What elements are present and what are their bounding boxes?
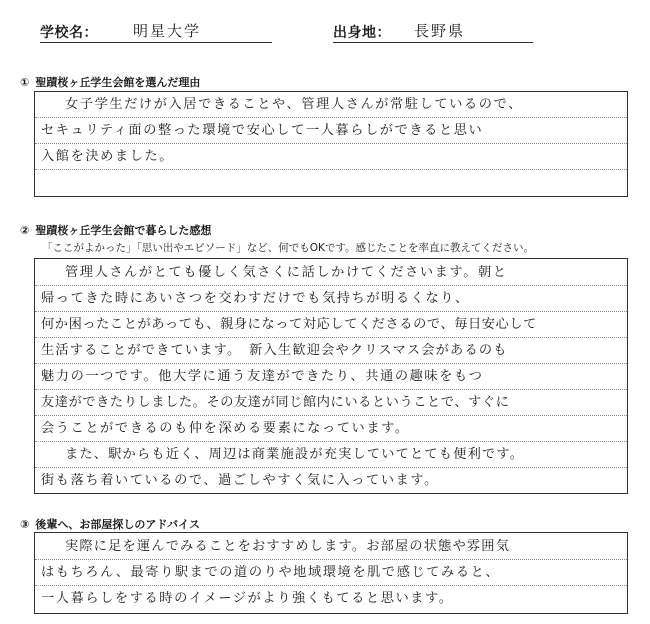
ruled-line (35, 441, 627, 442)
section2-line: 管理人さんがとても優しく気さくに話しかけてくださいます。朝と (65, 265, 508, 280)
ruled-line (35, 363, 627, 364)
section1-answer-box (34, 91, 628, 197)
ruled-line (35, 389, 627, 390)
section3-number: ③ (20, 518, 30, 531)
section1-line: 入館を決めました。 (41, 149, 175, 164)
section1-heading (20, 74, 200, 90)
section3-heading (20, 516, 200, 532)
section2-line: また、駅からも近く、周辺は商業施設が充実していてとても便利です。 (65, 447, 525, 462)
ruled-line (35, 467, 627, 468)
origin-value: 長野県 (414, 22, 466, 40)
school-underline (40, 42, 272, 43)
section3-answer-box (34, 532, 628, 614)
section1-line: セキュリティ面の整った環境で安心して一人暮らしができると思い (41, 123, 484, 138)
section2-heading (20, 222, 211, 238)
origin-underline (333, 42, 533, 43)
section2-line: 帰ってきた時にあいさつを交わすだけでも気持ちが明るくなり、 (41, 291, 470, 306)
school-label: 学校名： (40, 25, 98, 41)
origin-label: 出身地： (333, 25, 391, 41)
ruled-line (35, 311, 627, 312)
ruled-line (35, 143, 627, 144)
section3-line: はもちろん、最寄り駅までの道のりや地域環境を肌で感じてみると、 (41, 565, 501, 580)
section2-line: 街も落ち着いているので、過ごしやすく気に入っています。 (41, 473, 439, 488)
section1-title: 聖蹟桜ヶ丘学生会館を選んだ理由 (35, 76, 201, 89)
section2-line: 何か困ったことがあっても、親身になって対応してくださるので、毎日安心して (41, 317, 537, 332)
section2-subtitle: 「ここがよかった」「思い出やエピソード」など、何でもOKです。感じたことを率直に教えてください。 (42, 242, 535, 254)
ruled-line (35, 117, 627, 118)
section3-line: 一人暮らしをする時のイメージがより強くもてると思います。 (41, 591, 454, 606)
section2-line: 会うことができるのも仲を深める要素になっています。 (41, 421, 410, 436)
section1-line: 女子学生だけが入居できることや、管理人さんが常駐しているので、 (65, 97, 523, 112)
ruled-line (35, 415, 627, 416)
ruled-line (35, 169, 627, 170)
section2-line: 友達ができたりしました。その友達が同じ館内にいるということで、すぐに (41, 395, 510, 410)
ruled-line (35, 285, 627, 286)
section2-line: 生活することができています。 新入生歓迎会やクリスマス会があるのも (41, 343, 508, 358)
section2-number: ② (20, 224, 30, 237)
ruled-line (35, 559, 627, 560)
school-value: 明星大学 (133, 22, 202, 40)
section2-title: 聖蹟桜ヶ丘学生会館で暮らした感想 (35, 224, 212, 237)
ruled-line (35, 337, 627, 338)
section1-number: ① (20, 76, 30, 89)
ruled-line (35, 585, 627, 586)
section3-title: 後輩へ、お部屋探しのアドバイス (35, 518, 200, 531)
section2-answer-box (34, 258, 628, 494)
section3-line: 実際に足を運んでみることをおすすめします。お部屋の状態や雰囲気 (65, 539, 511, 554)
section2-line: 魅力の一つです。他大学に通う友達ができたり、共通の趣味をもつ (41, 369, 484, 384)
